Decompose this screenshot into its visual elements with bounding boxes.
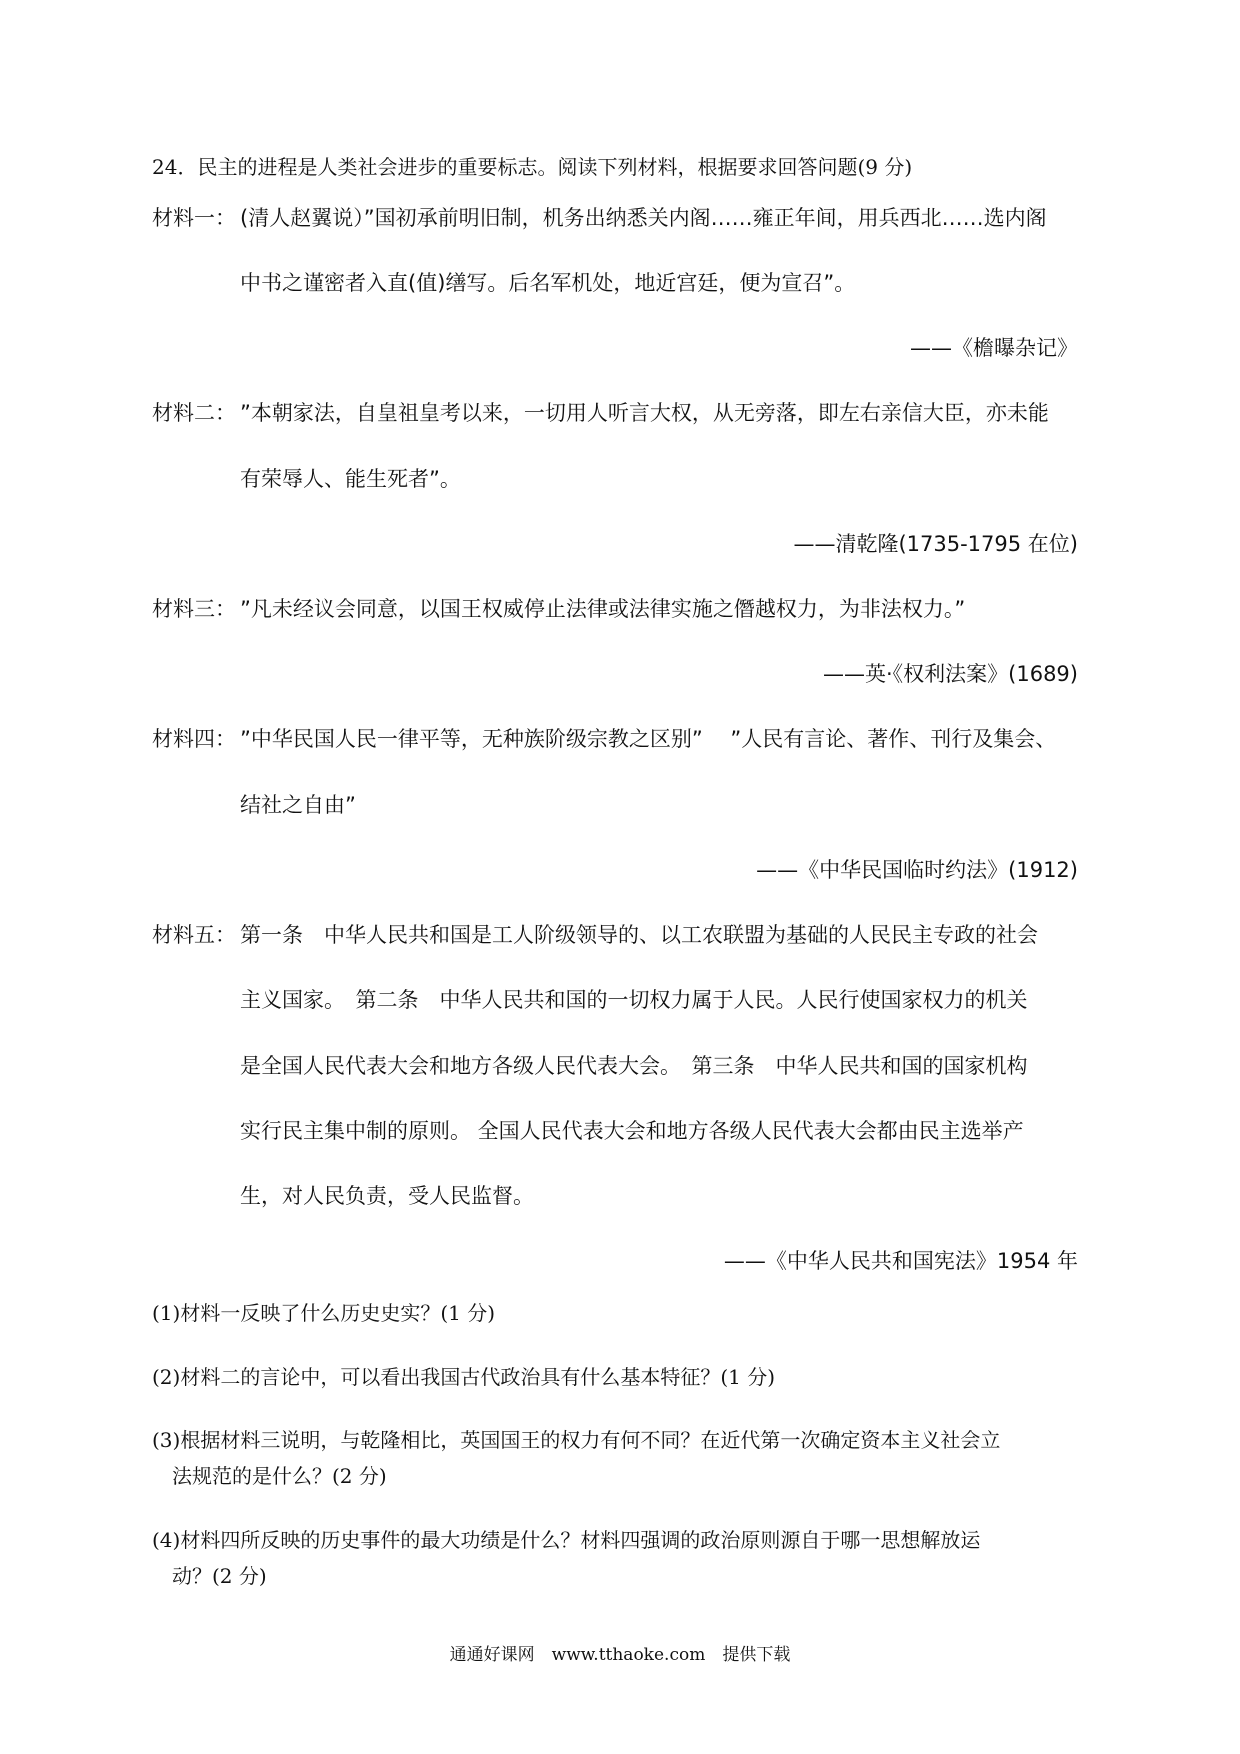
question-3-line-1: (3)根据材料三说明，与乾隆相比，英国国王的权力有何不同？在近代第一次确定资本主义社会立	[152, 1428, 1001, 1452]
material-1-label: 材料一：	[152, 206, 236, 230]
question-4-line-2: 动？(2 分)	[172, 1564, 267, 1588]
question-2: (2)材料二的言论中，可以看出我国古代政治具有什么基本特征？(1 分)	[152, 1365, 776, 1389]
material-5-line-4: 实行民主集中制的原则。 全国人民代表大会和地方各级人民代表大会都由民主选举产	[240, 1119, 1024, 1143]
material-1-line-1: (清人赵翼说）”国初承前明旧制，机务出纳悉关内阁……雍正年间，用兵西北……选内阁	[240, 206, 1047, 230]
question-title: 24．民主的进程是人类社会进步的重要标志。阅读下列材料，根据要求回答问题(9 分)	[152, 155, 913, 179]
material-5-line-1: 第一条 中华人民共和国是工人阶级领导的、以工农联盟为基础的人民民主专政的社会	[240, 923, 1038, 947]
material-3-line-1: ”凡未经议会同意，以国王权威停止法律或法律实施之僭越权力，为非法权力。”	[240, 597, 966, 621]
material-5-line-5: 生，对人民负责，受人民监督。	[240, 1184, 534, 1208]
material-2-line-1: ”本朝家法，自皇祖皇考以来，一切用人听言大权，从无旁落，即左右亲信大臣，亦未能	[240, 401, 1049, 425]
material-5-label: 材料五：	[152, 923, 236, 947]
question-4-line-1: (4)材料四所反映的历史事件的最大功绩是什么？材料四强调的政治原则源自于哪一思想解放运	[152, 1528, 981, 1552]
material-2-line-2: 有荣辱人、能生死者”。	[240, 467, 461, 491]
material-5-line-2: 主义国家。 第二条 中华人民共和国的一切权力属于人民。人民行使国家权力的机关	[240, 988, 1028, 1012]
material-3-label: 材料三：	[152, 597, 236, 621]
material-2-label: 材料二：	[152, 401, 236, 425]
material-3-source: ——英·《权利法案》(1689)	[822, 662, 1078, 686]
material-1-source: ——《檐曝杂记》	[910, 336, 1078, 360]
material-4-label: 材料四：	[152, 727, 236, 751]
footer-credit: 通通好课网 www.tthaoke.com 提供下载	[449, 1645, 791, 1665]
question-1: (1)材料一反映了什么历史史实？(1 分)	[152, 1301, 496, 1325]
question-3-line-2: 法规范的是什么？(2 分)	[172, 1464, 387, 1488]
material-1-line-2: 中书之谨密者入直(值)缮写。后名军机处，地近宫廷，便为宣召”。	[240, 271, 856, 295]
material-4-line-1: ”中华民国人民一律平等，无种族阶级宗教之区别” ”人民有言论、著作、刊行及集会、	[240, 727, 1057, 751]
material-4-line-2: 结社之自由”	[240, 793, 356, 817]
material-5-source: ——《中华人民共和国宪法》1954 年	[723, 1249, 1078, 1273]
material-2-source: ——清乾隆(1735-1795 在位)	[793, 532, 1078, 556]
material-5-line-3: 是全国人民代表大会和地方各级人民代表大会。 第三条 中华人民共和国的国家机构	[240, 1054, 1028, 1078]
material-4-source: ——《中华民国临时约法》(1912)	[756, 858, 1078, 882]
